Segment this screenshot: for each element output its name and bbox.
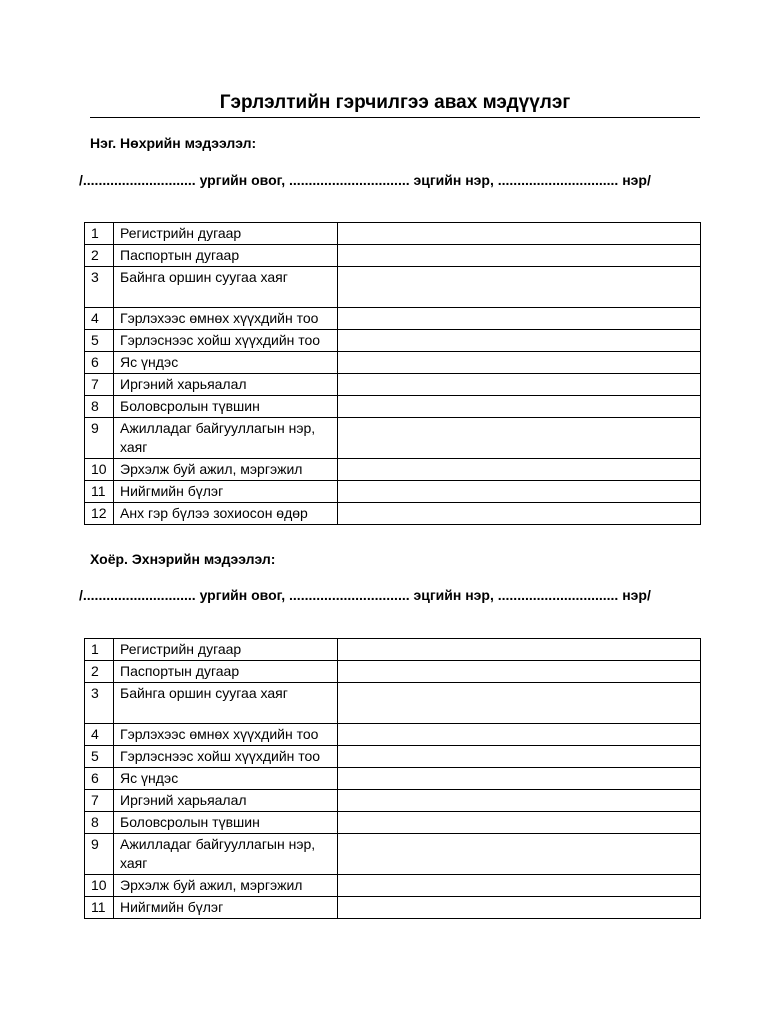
row-value-field[interactable] bbox=[338, 223, 701, 245]
table-row bbox=[85, 245, 701, 267]
row-value-field[interactable] bbox=[338, 503, 701, 525]
table-row bbox=[85, 812, 701, 834]
row-value-field[interactable] bbox=[338, 834, 701, 875]
row-number: 5 bbox=[85, 746, 114, 768]
row-label: Нийгмийн бүлэг bbox=[114, 897, 338, 919]
row-number: 7 bbox=[85, 790, 114, 812]
row-value-field[interactable] bbox=[338, 374, 701, 396]
wife-section-heading: Хоёр. Эхнэрийн мэдээлэл: bbox=[90, 551, 276, 567]
page-title: Гэрлэлтийн гэрчилгээ авах мэдүүлэг bbox=[90, 92, 700, 118]
row-number: 8 bbox=[85, 396, 114, 418]
row-label: Иргэний харьяалал bbox=[114, 790, 338, 812]
table-row bbox=[85, 352, 701, 374]
table-row bbox=[85, 897, 701, 919]
row-number: 1 bbox=[85, 639, 114, 661]
table-row bbox=[85, 267, 701, 308]
row-value-field[interactable] bbox=[338, 459, 701, 481]
row-label: Гэрлэхээс өмнөх хүүхдийн тоо bbox=[114, 724, 338, 746]
row-label: Гэрлэхээс өмнөх хүүхдийн тоо bbox=[114, 308, 338, 330]
table-row bbox=[85, 418, 701, 459]
table-row bbox=[85, 875, 701, 897]
row-value-field[interactable] bbox=[338, 396, 701, 418]
row-number: 4 bbox=[85, 308, 114, 330]
husband-name-line[interactable]: /............................. ургийн овог, ............................... эцгийн нэр, ............................... нэр/ bbox=[79, 172, 651, 188]
row-number: 11 bbox=[85, 481, 114, 503]
row-value-field[interactable] bbox=[338, 245, 701, 267]
row-label: Гэрлэснээс хойш хүүхдийн тоо bbox=[114, 746, 338, 768]
row-label: Эрхэлж буй ажил, мэргэжил bbox=[114, 875, 338, 897]
row-label: Регистрийн дугаар bbox=[114, 223, 338, 245]
row-value-field[interactable] bbox=[338, 418, 701, 459]
row-label: Эрхэлж буй ажил, мэргэжил bbox=[114, 459, 338, 481]
row-number: 6 bbox=[85, 352, 114, 374]
row-number: 7 bbox=[85, 374, 114, 396]
row-value-field[interactable] bbox=[338, 661, 701, 683]
table-row bbox=[85, 790, 701, 812]
row-number: 11 bbox=[85, 897, 114, 919]
row-number: 5 bbox=[85, 330, 114, 352]
row-label: Яс үндэс bbox=[114, 352, 338, 374]
row-label: Гэрлэснээс хойш хүүхдийн тоо bbox=[114, 330, 338, 352]
table-row bbox=[85, 223, 701, 245]
row-number: 8 bbox=[85, 812, 114, 834]
table-row bbox=[85, 396, 701, 418]
row-value-field[interactable] bbox=[338, 639, 701, 661]
row-value-field[interactable] bbox=[338, 897, 701, 919]
row-label: Анх гэр бүлээ зохиосон өдөр bbox=[114, 503, 338, 525]
row-value-field[interactable] bbox=[338, 768, 701, 790]
row-label: Боловсролын түвшин bbox=[114, 812, 338, 834]
row-label: Байнга оршин суугаа хаяг bbox=[114, 683, 338, 724]
husband-info-table bbox=[84, 222, 701, 525]
row-value-field[interactable] bbox=[338, 812, 701, 834]
table-row bbox=[85, 459, 701, 481]
row-value-field[interactable] bbox=[338, 330, 701, 352]
row-value-field[interactable] bbox=[338, 308, 701, 330]
row-value-field[interactable] bbox=[338, 724, 701, 746]
row-number: 9 bbox=[85, 834, 114, 875]
husband-section-heading: Нэг. Нөхрийн мэдээлэл: bbox=[90, 135, 257, 151]
table-row bbox=[85, 503, 701, 525]
row-number: 4 bbox=[85, 724, 114, 746]
row-number: 1 bbox=[85, 223, 114, 245]
row-number: 2 bbox=[85, 245, 114, 267]
table-row bbox=[85, 374, 701, 396]
row-value-field[interactable] bbox=[338, 790, 701, 812]
row-label: Боловсролын түвшин bbox=[114, 396, 338, 418]
row-number: 2 bbox=[85, 661, 114, 683]
row-number: 10 bbox=[85, 875, 114, 897]
row-value-field[interactable] bbox=[338, 267, 701, 308]
row-number: 12 bbox=[85, 503, 114, 525]
row-label: Нийгмийн бүлэг bbox=[114, 481, 338, 503]
row-number: 6 bbox=[85, 768, 114, 790]
table-row bbox=[85, 768, 701, 790]
table-row bbox=[85, 639, 701, 661]
row-value-field[interactable] bbox=[338, 481, 701, 503]
row-number: 3 bbox=[85, 267, 114, 308]
table-row bbox=[85, 746, 701, 768]
row-value-field[interactable] bbox=[338, 746, 701, 768]
row-label: Ажилладаг байгууллагын нэр, хаяг bbox=[114, 418, 338, 459]
row-label: Яс үндэс bbox=[114, 768, 338, 790]
row-label: Регистрийн дугаар bbox=[114, 639, 338, 661]
row-label: Паспортын дугаар bbox=[114, 245, 338, 267]
row-number: 9 bbox=[85, 418, 114, 459]
wife-info-table bbox=[84, 638, 701, 919]
row-label: Иргэний харьяалал bbox=[114, 374, 338, 396]
table-row bbox=[85, 724, 701, 746]
row-value-field[interactable] bbox=[338, 683, 701, 724]
row-label: Ажилладаг байгууллагын нэр, хаяг bbox=[114, 834, 338, 875]
row-number: 3 bbox=[85, 683, 114, 724]
wife-name-line[interactable]: /............................. ургийн овог, ............................... эцгийн нэр, ............................... нэр/ bbox=[79, 587, 651, 603]
row-label: Байнга оршин суугаа хаяг bbox=[114, 267, 338, 308]
table-row bbox=[85, 683, 701, 724]
table-row bbox=[85, 834, 701, 875]
table-row bbox=[85, 308, 701, 330]
table-row bbox=[85, 330, 701, 352]
row-number: 10 bbox=[85, 459, 114, 481]
row-value-field[interactable] bbox=[338, 352, 701, 374]
table-row bbox=[85, 481, 701, 503]
row-label: Паспортын дугаар bbox=[114, 661, 338, 683]
table-row bbox=[85, 661, 701, 683]
row-value-field[interactable] bbox=[338, 875, 701, 897]
